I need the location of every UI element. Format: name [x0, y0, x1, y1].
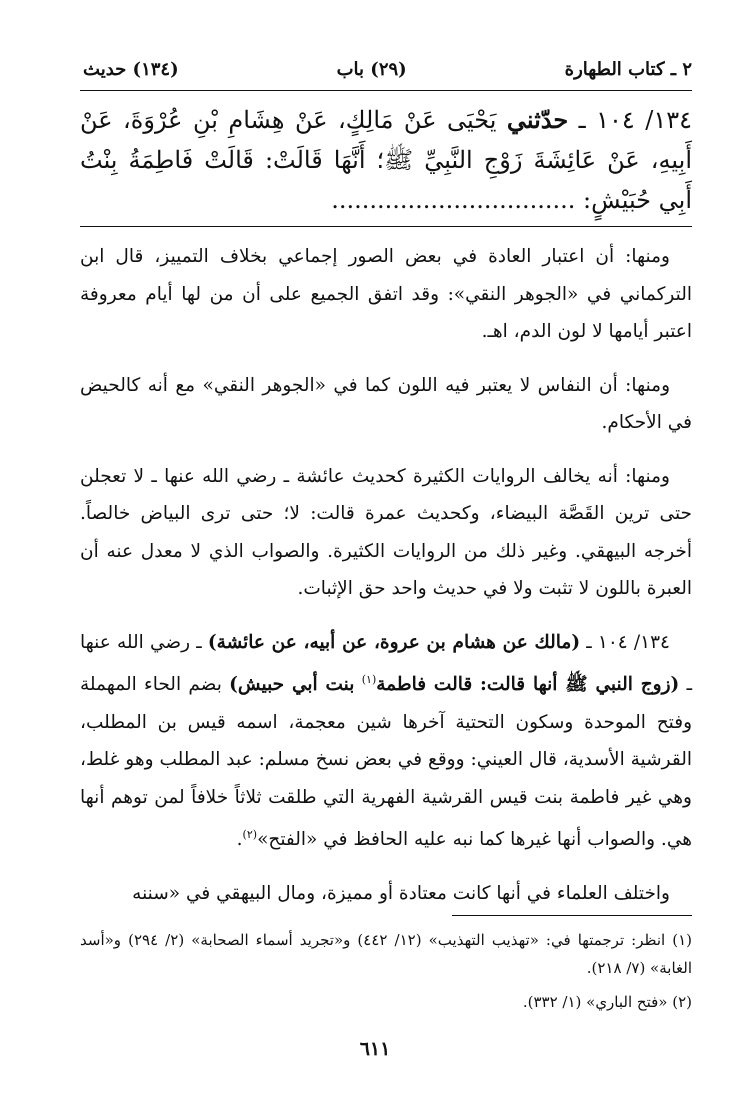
explanation-number: ١٣٤/ ١٠٤ ـ: [586, 631, 670, 653]
explanation-text: ـ رضي الله عنها ـ: [80, 631, 692, 696]
page-number: ٦١١: [359, 1038, 391, 1060]
running-header: [83, 54, 692, 84]
footnote: (١) انظر: ترجمتها في: «تهذيب التهذيب» (١٢/ ٤٤٢) و«تجريد أسماء الصحابة» (٢/ ٢٩٤) و«أسد الغابة» (٧/ ٢١٨).: [80, 931, 692, 977]
commentary-section: [80, 238, 692, 928]
footnotes: [80, 926, 692, 1022]
explanation-quote: (زوج النبي ﷺ أنها قالت: قالت فاطمة: [376, 674, 680, 696]
commentary-paragraph: ومنها: أن النفاس لا يعتبر فيه اللون كما في «الجوهر النقي» مع أنه كالحيض في الأحكام.: [80, 374, 692, 433]
header-book-title: ٢ ـ كتاب الطهارة: [564, 58, 692, 80]
explanation-text: .: [236, 829, 243, 851]
commentary-paragraph: ومنها: أنه يخالف الروايات الكثيرة كحديث عائشة ـ رضي الله عنها ـ لا تعجلن حتى ترين القَصَّة البيضاء، وكحديث عمرة قالت: لا؛ حتى ترى البياض خالصاً. أخرجه البيهقي. وغير ذلك من الروايات الكثيرة. والصواب الذي لا معدل عنه أن العبرة باللون لا تثبت ولا في حديث واحد حق الإثبات.: [80, 465, 692, 599]
header-hadith-number: (١٣٤) حديث: [83, 58, 179, 80]
commentary-paragraph: واختلف العلماء في أنها كانت معتادة أو مميزة، ومال البيهقي في «سننه: [132, 882, 670, 904]
explanation-quote-end: بنت أبي حبيش): [229, 674, 355, 696]
footnote-divider: [452, 915, 692, 916]
explanation-text: بضم الحاء المهملة وفتح الموحدة وسكون التحتية آخرها شين معجمة، اسمه قيس بن المطلب، القرشية الأسدية، قال العيني: ووقع في بعض نسخ مسلم: عبد المطلب وهو غلط، وهي غير فاطمة بنت قيس القرشية الفهرية التي طلقت ثلاثاً خلافاً لمن توهم أنها هي. والصواب أنها غيرها كما نبه عليه الحافظ في «الفتح»: [80, 674, 692, 851]
hadith-text: [80, 100, 692, 220]
hadith-number: ١٣٤/ ١٠٤ ـ: [578, 106, 693, 134]
hadith-divider: [80, 226, 692, 227]
explanation-paragraph: [80, 624, 692, 859]
commentary-paragraph: ومنها: أن اعتبار العادة في بعض الصور إجماعي بخلاف التمييز، قال ابن التركماني في «الجوهر النقي»: وقد اتفق الجميع على أن من لها أيام معروفة اعتبر أيامها لا لون الدم، اهـ.: [80, 246, 692, 342]
explanation-isnad: (مالك عن هشام بن عروة، عن أبيه، عن عائشة): [207, 631, 581, 653]
hadith-ellipsis: ................................: [331, 186, 576, 214]
footnote-ref-2: (٢): [242, 828, 258, 842]
footnote-ref-1: (١): [361, 673, 377, 686]
header-chapter: (٢٩) باب: [336, 58, 407, 80]
hadith-keyword: حدّثني: [506, 105, 569, 134]
header-divider: [80, 90, 692, 91]
hadith-body: يَحْيَى عَنْ مَالِكٍ، عَنْ هِشَامِ بْنِ عُرْوَةَ، عَنْ أَبِيهِ، عَنْ عَائِشَةَ زَوْجِ النَّبِيِّ ﷺ؛ أَنَّهَا قَالَتْ: قَالَتْ فَاطِمَةُ بِنْتُ أَبِي حُبَيْشٍ:: [80, 106, 692, 214]
footnote: (٢) «فتح الباري» (١/ ٣٣٢).: [522, 993, 692, 1011]
